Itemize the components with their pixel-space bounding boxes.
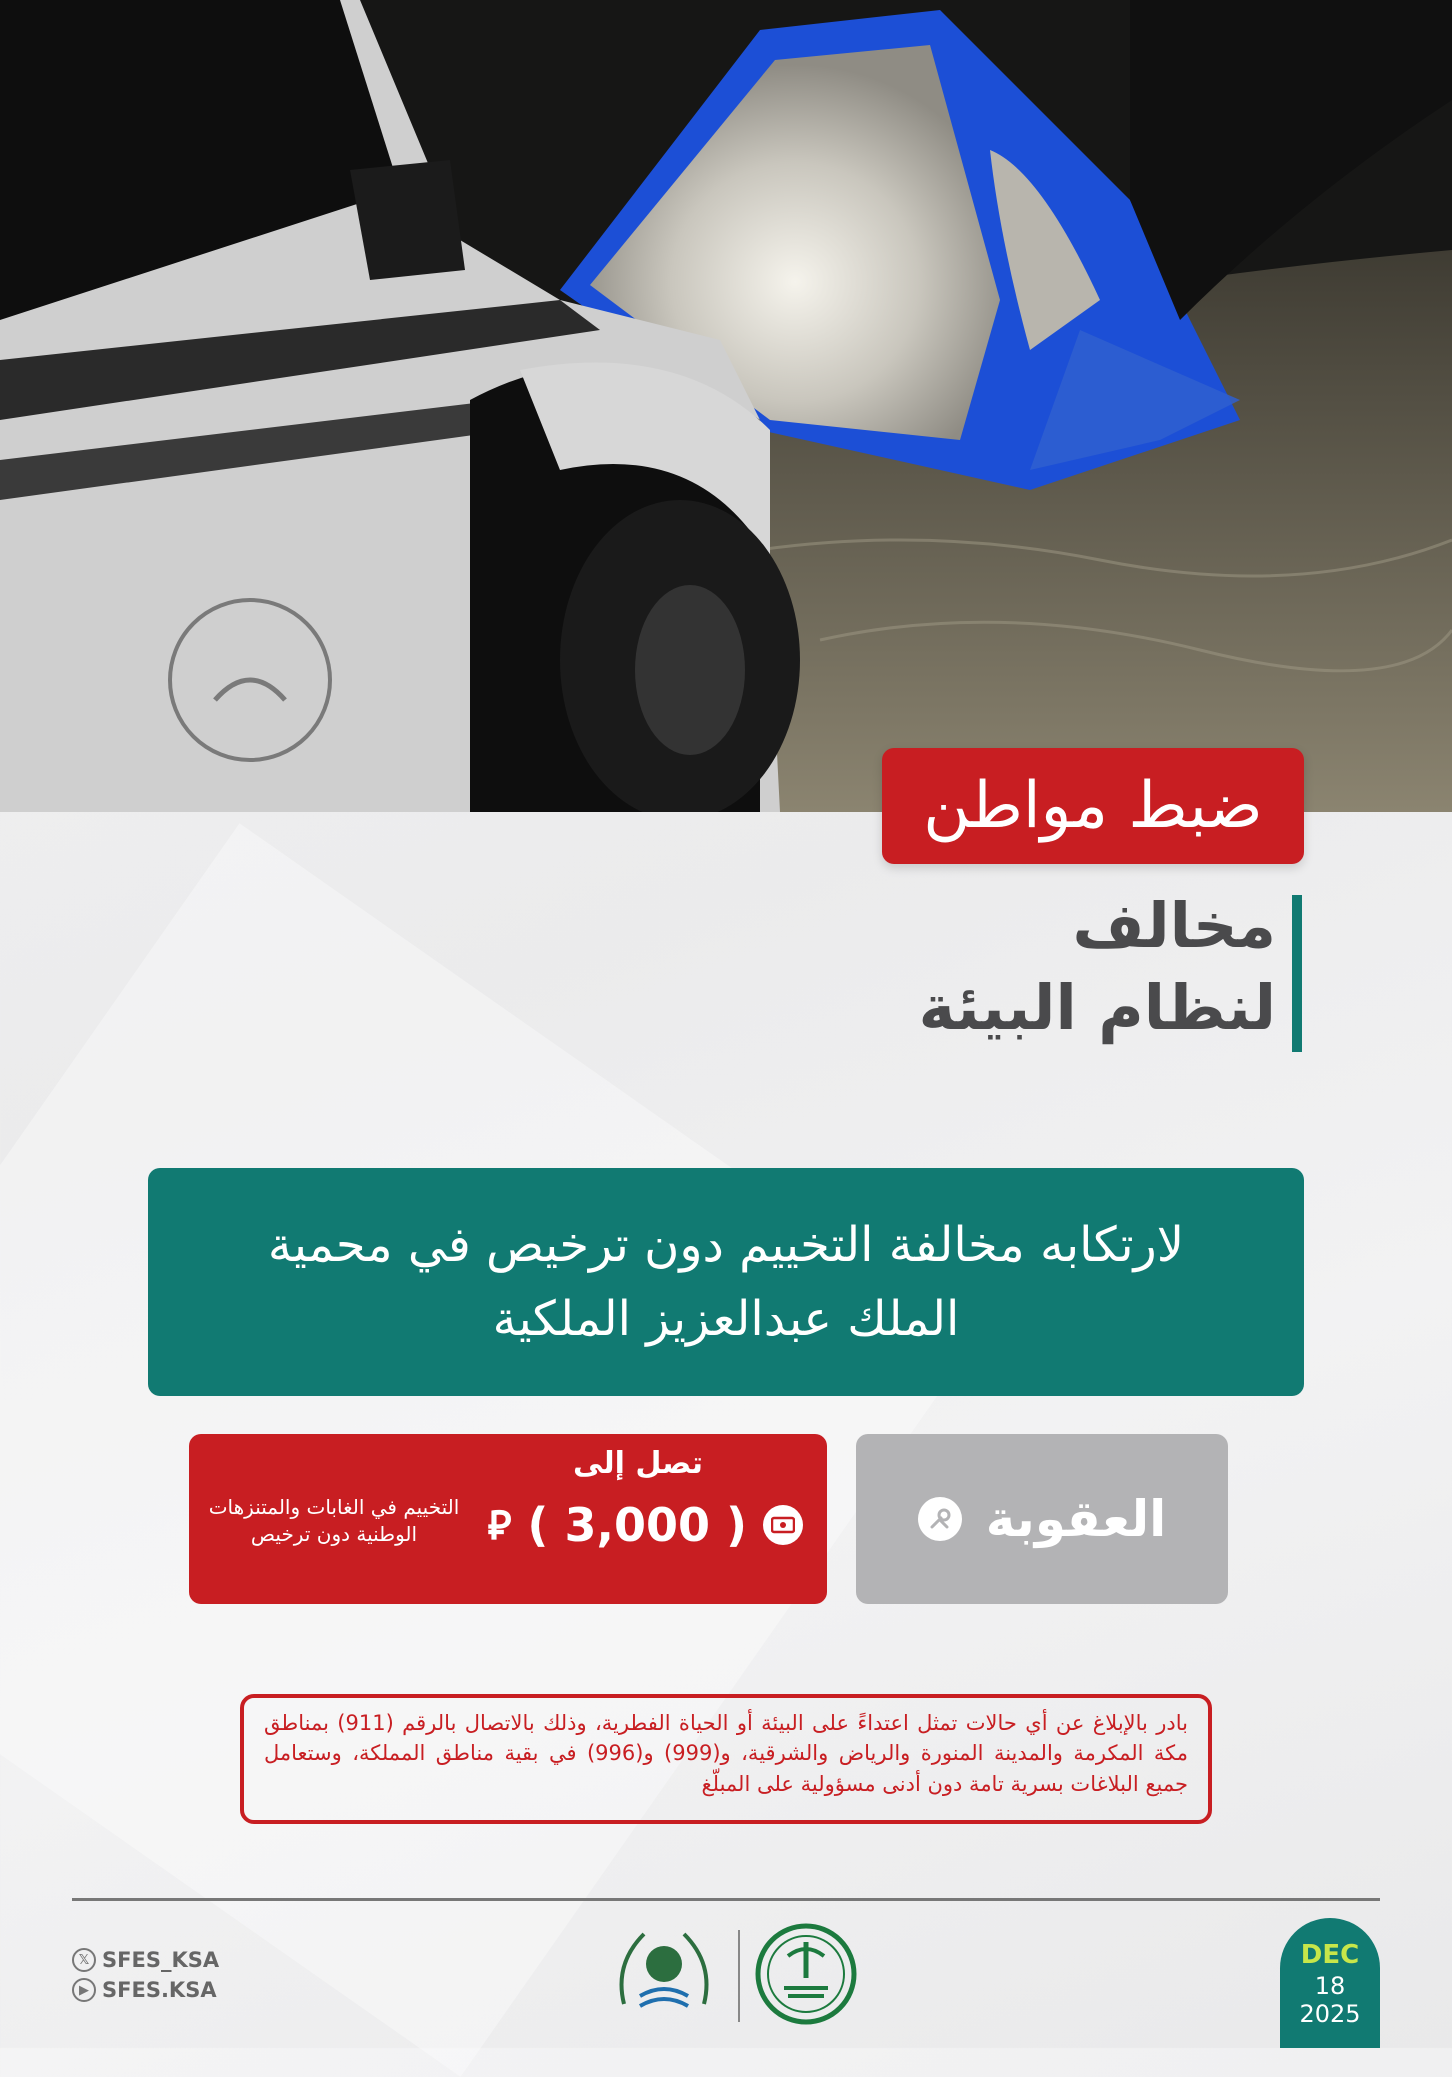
- arrest-badge: ضبط مواطن: [882, 748, 1304, 864]
- fine-up-to: تصل إلى: [573, 1446, 703, 1481]
- social-youtube-handle: SFES.KSA: [102, 1978, 217, 2002]
- youtube-icon: ▶: [72, 1978, 96, 2002]
- violation-title: [702, 890, 1302, 1052]
- title-line-1: مخالف: [1072, 889, 1276, 962]
- reason-box: [148, 1168, 1304, 1396]
- social-x-handle: SFES_KSA: [102, 1948, 220, 1972]
- hero-photo: [0, 0, 1452, 812]
- reason-text: لارتكابه مخالفة التخييم دون ترخيص في محمية الملك عبدالعزيز الملكية: [267, 1216, 1185, 1347]
- footer-divider: [72, 1898, 1380, 1901]
- date-badge: [1280, 1918, 1380, 2048]
- forest-authority-emblem: [604, 1924, 724, 2028]
- date-day: 18: [1314, 1972, 1346, 2000]
- social-x[interactable]: [72, 1948, 219, 1972]
- report-notice-text: بادر بالإبلاغ عن أي حالات تمثل اعتداءً على البيئة أو الحياة الفطرية، وذلك بالاتصال بالرقم (911) بمناطق مكة المكرمة والمدينة المنورة والرياض والشرقية، و(999) و(996) في بقية مناطق المملكة، وستعامل جميع البلاغات بسرية تامة دون أدنى مسؤولية على المبلّغ: [264, 1711, 1189, 1796]
- tools-icon: [918, 1497, 962, 1541]
- fine-card: [189, 1434, 827, 1604]
- penalty-label-card: [856, 1434, 1228, 1604]
- report-notice: [240, 1694, 1212, 1824]
- date-year: 2025: [1299, 2000, 1361, 2028]
- title-line-2: لنظام البيئة: [918, 971, 1276, 1044]
- fine-row: [488, 1498, 803, 1552]
- fine-description: التخييم في الغابات والمتنزهات الوطنية دون ترخيص: [208, 1495, 460, 1546]
- riyal-symbol: ⃁: [487, 1503, 512, 1549]
- ministry-emblem: [754, 1922, 858, 2030]
- date-month: DEC: [1300, 1940, 1360, 1970]
- social-handles: [72, 1948, 219, 2008]
- social-youtube[interactable]: [72, 1978, 219, 2002]
- money-icon: [763, 1505, 803, 1545]
- fine-amount: ( 3,000 ): [527, 1498, 747, 1552]
- footer-logos: [604, 1922, 858, 2030]
- photo-illustration: [0, 0, 1452, 812]
- penalty-label: العقوبة: [985, 1490, 1167, 1548]
- logo-separator: [738, 1930, 740, 2022]
- x-logo-icon: 𝕏: [72, 1948, 96, 1972]
